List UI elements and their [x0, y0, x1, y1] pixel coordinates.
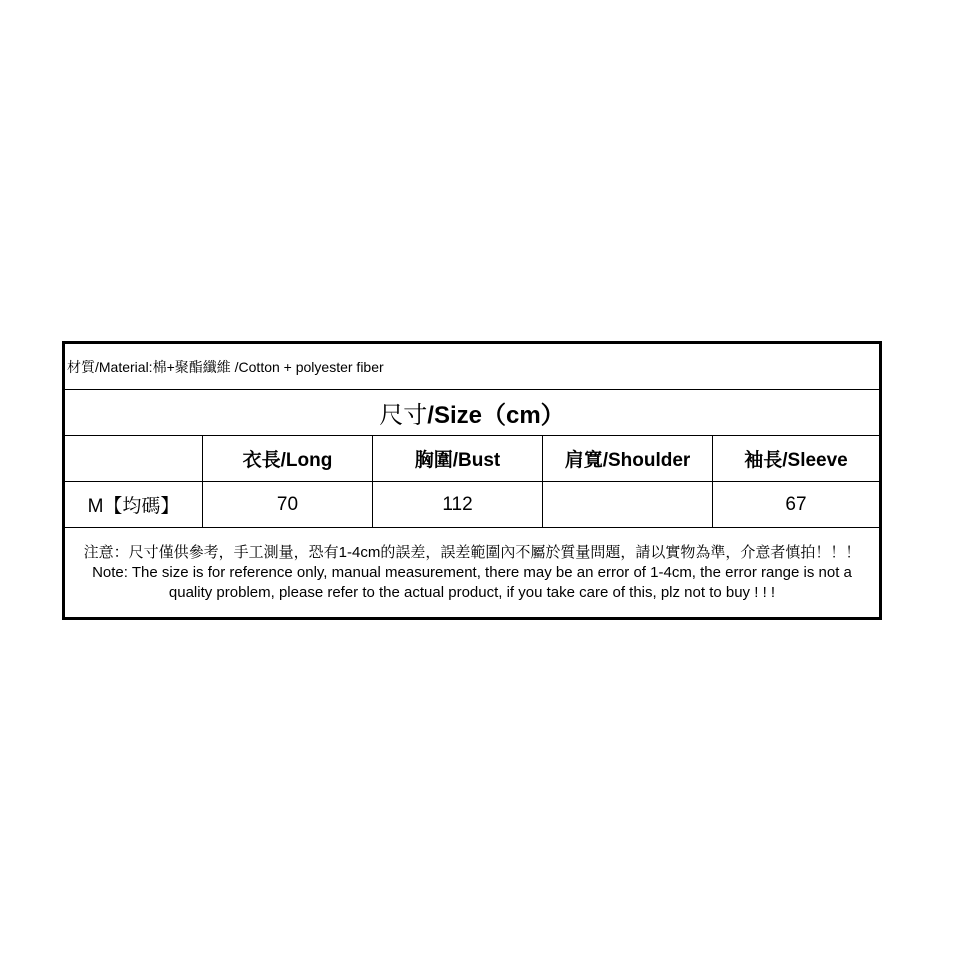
table-title-cjk: 尺寸 [379, 402, 428, 429]
header-cell-shoulder: 肩寬/Shoulder [543, 436, 713, 481]
material-text: 材質/Material:棉+聚酯纖維 /Cotton + polyester fiber [67, 358, 384, 375]
note-text: 注意：尺寸僅供參考，手工測量，恐有1-4cm的誤差，誤差範圍內不屬於質量問題，請以實物為準，介意者慎拍！！！ Note: The size is for reference only, manual measurement, there may be an error of 1-4cm, the error range is not a quality problem, please refer to the actual product, if you take care of this, plz not to buy ! ! ! [83, 543, 861, 601]
size-chart-table [62, 341, 882, 620]
title-row [65, 390, 879, 436]
table-row [65, 482, 879, 528]
note-row [65, 528, 879, 617]
cell-size: M【均碼】 [65, 482, 203, 527]
cell-long: 70 [203, 482, 373, 527]
header-cell-long: 衣長/Long [203, 436, 373, 481]
header-cell-size [65, 436, 203, 481]
cell-sleeve: 67 [785, 493, 807, 515]
cell-bust: 112 [373, 482, 543, 527]
cell-shoulder [543, 482, 713, 527]
header-row [65, 436, 879, 482]
table-title-latin: /Size（cm） [427, 402, 565, 429]
header-cell-sleeve: 袖長/Sleeve [744, 450, 848, 471]
header-cell-bust: 胸圍/Bust [373, 436, 543, 481]
material-row [65, 344, 879, 390]
